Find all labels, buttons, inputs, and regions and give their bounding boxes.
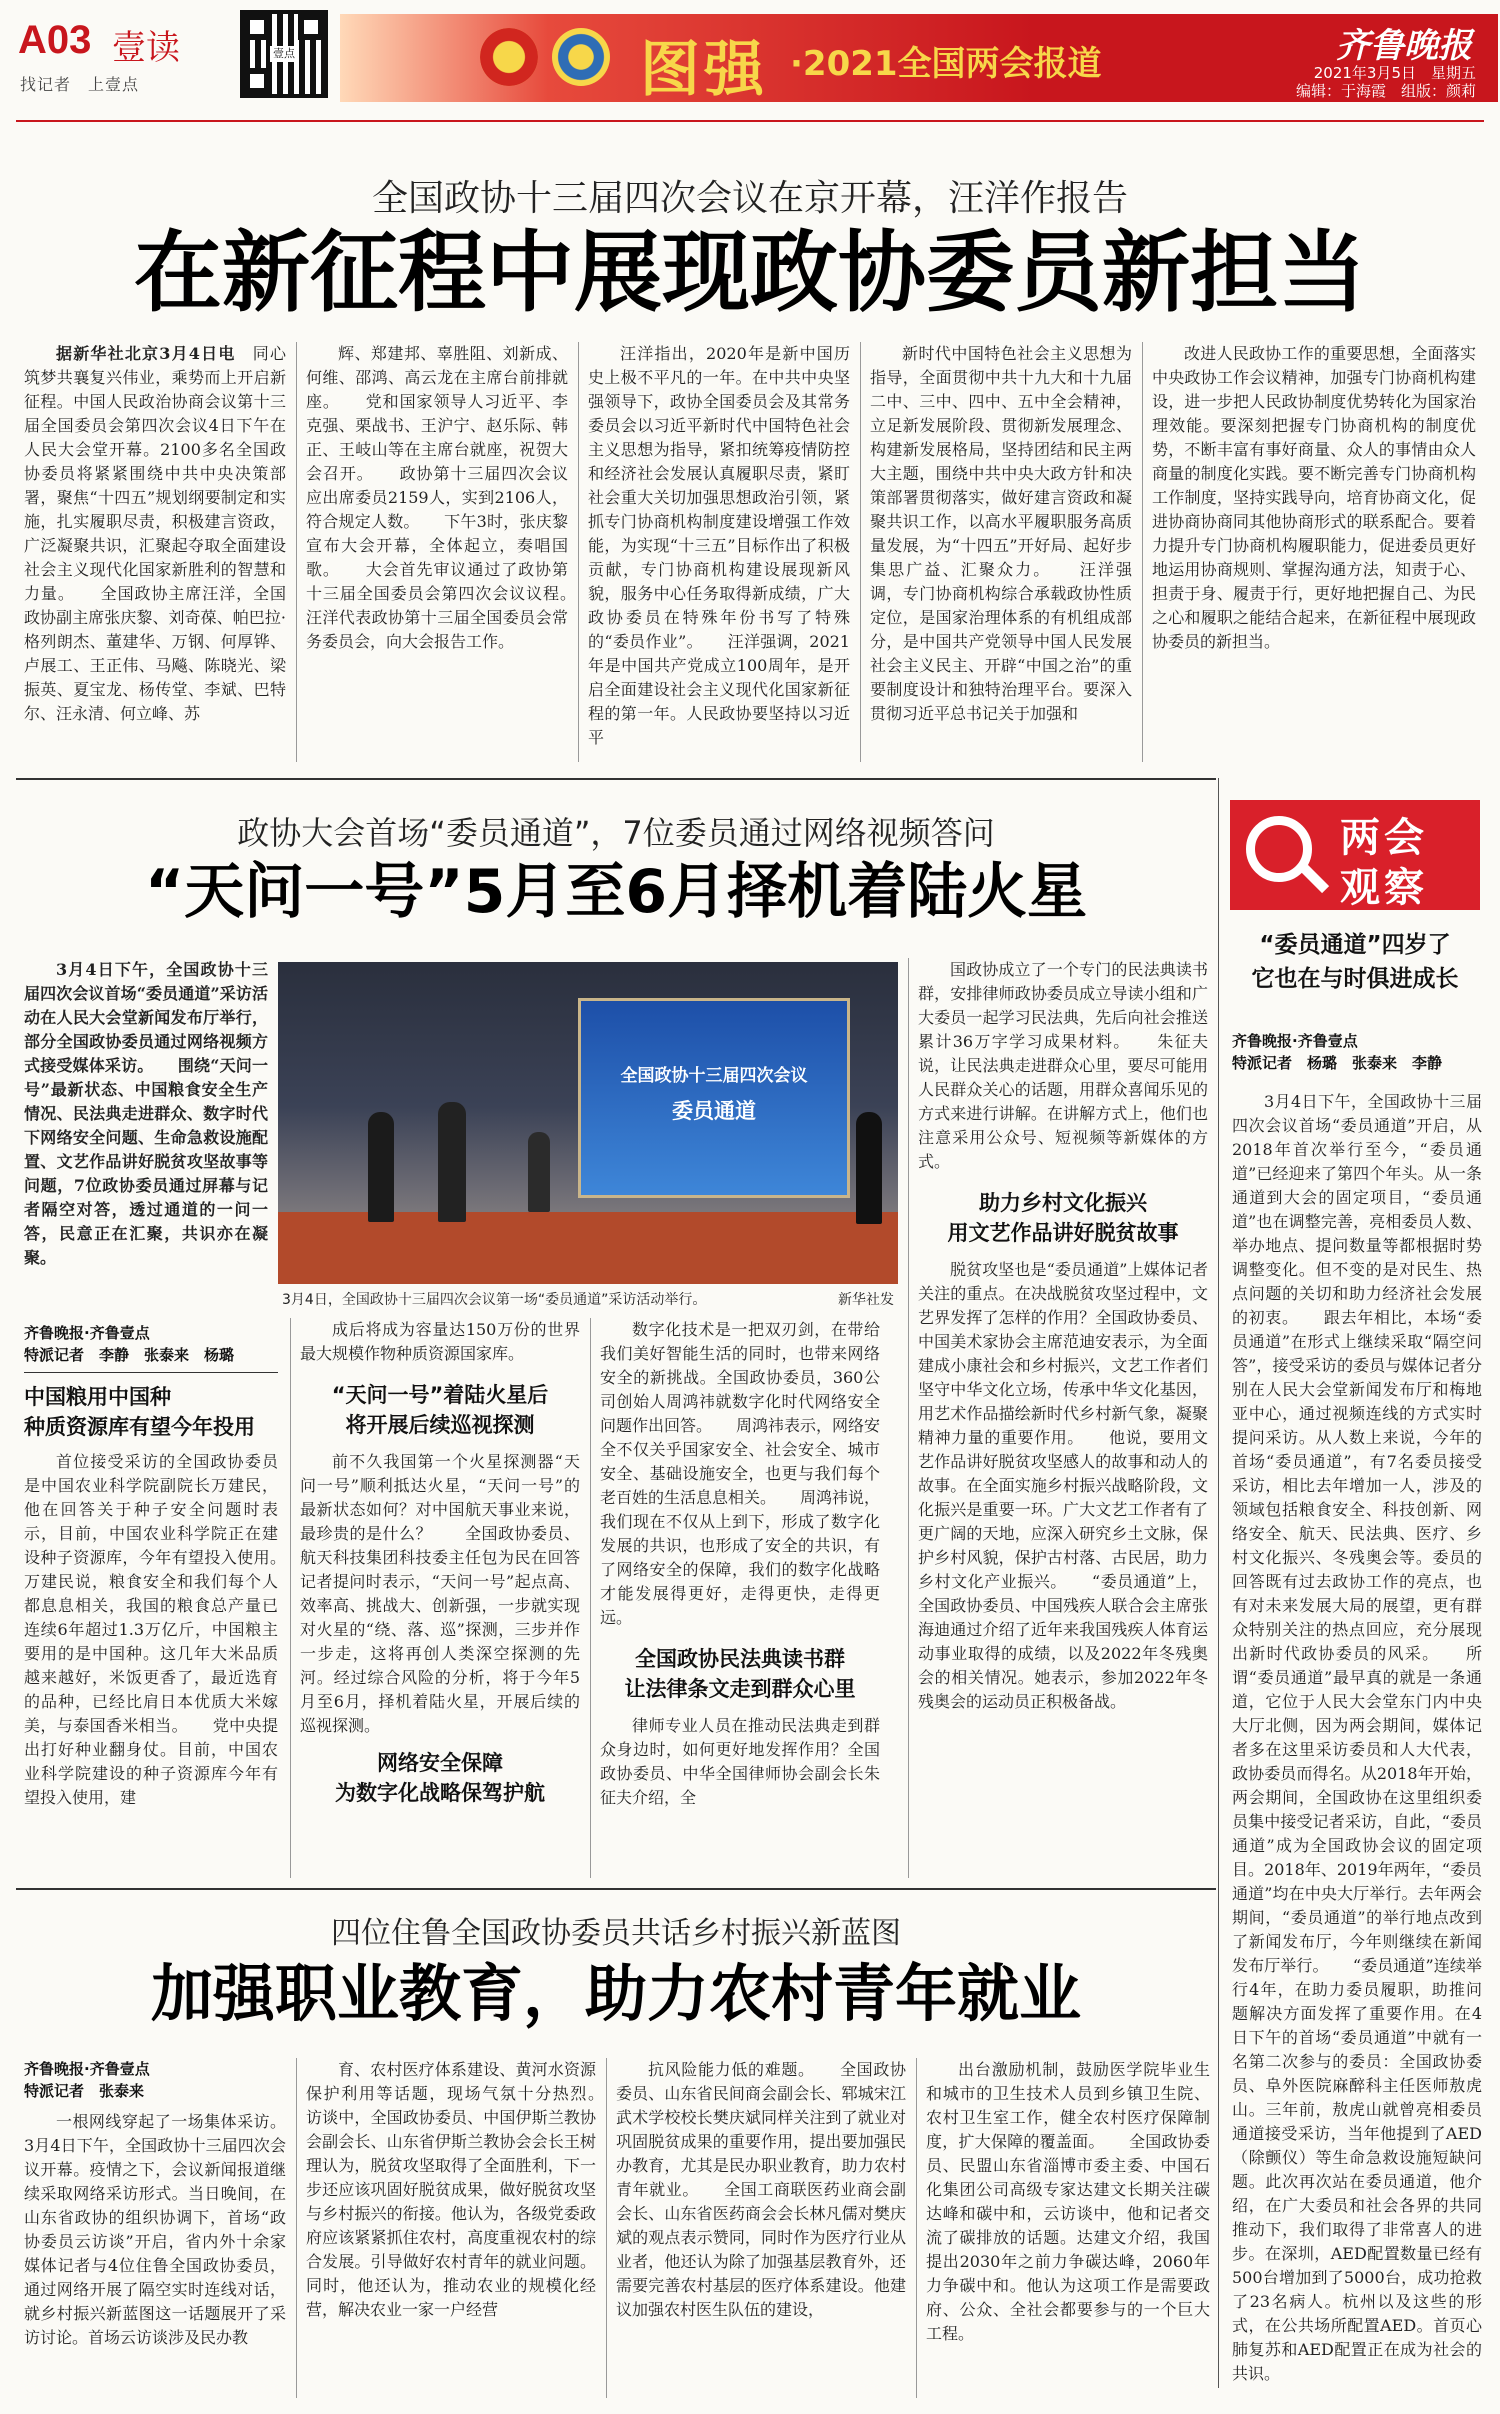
national-emblem-icon bbox=[480, 28, 538, 86]
person-2 bbox=[438, 1102, 466, 1222]
person-4 bbox=[856, 1112, 882, 1224]
story3-column-1: 一根网线穿起了一场集体采访。3月4日下午，全国政协十三届四次会议开幕。疫情之下，会议新闻报道继续采取网络采访形式。当日晚间，在山东省政协的组织协调下，首场“政协委员云访谈”开启，省内外十余家媒体记者与4位住鲁全国政协委员，通过网络开展了隔空实时连线对话，就乡村振兴新蓝图这一话题展开了采访讨论。首场云访谈涉及民办教 bbox=[24, 2112, 286, 2347]
section-name: 壹读 bbox=[112, 28, 180, 68]
page-header bbox=[0, 0, 1500, 118]
qr-code[interactable] bbox=[240, 10, 328, 98]
story3-column-4: 出台激励机制，鼓励医学院毕业生和城市的卫生技术人员到乡镇卫生院、农村卫生室工作，健全农村医疗保障制度，扩大保障的覆盖面。 全国政协委员、民盟山东省淄博市委主委、中国石化集团公司高级专家达建文长期关注碳达峰和碳中和，云访谈中，他和记者交流了碳排放的话题。达建文介绍，我国提出2030年之前力争碳达峰，2060年力争碳中和。他认为这项工作是需要政府、公众、全社会都要参与的一个巨大工程。 bbox=[926, 2060, 1210, 2343]
sidebar-byline: 齐鲁晚报·齐鲁壹点 特派记者 杨璐 张泰来 李静 bbox=[1232, 1032, 1443, 1072]
person-1 bbox=[368, 1112, 394, 1222]
story1-kicker: 全国政协十三届四次会议在京开幕，汪洋作报告 bbox=[371, 178, 1128, 219]
badge-line-2: 观察 bbox=[1340, 865, 1428, 911]
story2-byline: 齐鲁晚报·齐鲁壹点 特派记者 李静 张泰来 杨璐 bbox=[24, 1324, 235, 1364]
story2-column-2: 成后将成为容量达150万份的世界最大规模作物种质资源国家库。 “天问一号”着陆火星后 将开展后续巡视探测 前不久我国第一个火星探测器“天问一号”顺利抵达火星，“天问一号”的最新状态如何？对中国航天事业来说，最珍贵的是什么？ 全国政协委员、航天科技集团科技委主任包为民在回答记者提问时表示，“天问一号”起点高、效率高、挑战大、创新强，一步就实现对火星的“绕、落、巡”探测，三步并作一步走，这将再创人类深空探测的先河。经过综合风险的分析，将于今年5月至6月，择机着陆火星，开展后续的巡视探测。 网络安全保障 为数字化战略保驾护航 bbox=[300, 1318, 580, 1878]
date-line: 2021年3月5日 星期五 bbox=[1313, 64, 1476, 82]
story1-dateline: 据新华社北京3月4日电 bbox=[56, 344, 236, 363]
cppcc-emblem-icon bbox=[552, 28, 610, 86]
story1-column-2: 辉、郑建邦、辜胜阻、刘新成、何维、邵鸿、高云龙在主席台前排就座。 党和国家领导人习近平、李克强、栗战书、王沪宁、赵乐际、韩正、王岐山等在主席台就座，祝贺大会召开。 政协第十三届四次会议应出席委员2159人，实到2106人，符合规定人数。 下午3时，张庆黎宣布大会开幕，全体起立，奏唱国歌。 大会首先审议通过了政协第十三届全国委员会第四次会议议程。 汪洋代表政协第十三届全国委员会常务委员会，向大会报告工作。 bbox=[306, 344, 568, 651]
story1-column-3: 汪洋指出，2020年是新中国历史上极不平凡的一年。在中共中央坚强领导下，政协全国委员会及其常务委员会以习近平新时代中国特色社会主义思想为指导，紧扣统筹疫情防控和经济社会发展认真履职尽责，紧盯社会重大关切加强思想政治引领，紧抓专门协商机构制度建设增强工作效能，为实现“十三五”目标作出了积极贡献，专门协商机构建设展现新风貌，服务中心任务取得新成绩，广大政协委员在特殊年份书写了特殊的“委员作业”。 汪洋强调，2021年是中国共产党成立100周年，是开启全面建设社会主义现代化国家新征程的第一年。人民政协要坚持以习近平 bbox=[588, 344, 850, 747]
screen-line-1: 全国政协十三届四次会议 bbox=[620, 1066, 808, 1086]
story3-column-3: 抗风险能力低的难题。 全国政协委员、山东省民间商会副会长、郓城宋江武术学校校长樊庆斌同样关注到了就业对巩固脱贫成果的重要作用，提出要加强民办教育，尤其是民办职业教育，助力农村青年就业。 全国工商联医药业商会副会长、山东省医药商会会长林凡儒对樊庆斌的观点表示赞同，同时作为医疗行业从业者，他还认为除了加强基层教育外，还需要完善农村基层的医疗体系建设。他建议加强农村医生队伍的建设， bbox=[616, 2060, 906, 2319]
story2-subhead-4: 全国政协民法典读书群 让法律条文走到群众心里 bbox=[624, 1647, 856, 1701]
editor-line: 编辑：于海霞 组版：颜莉 bbox=[1295, 82, 1476, 100]
photo-caption: 3月4日，全国政协十三届四次会议第一场“委员通道”采访活动举行。 新华社发 bbox=[282, 1292, 894, 1308]
photo-credit: 新华社发 bbox=[838, 1292, 894, 1308]
story3-byline: 齐鲁晚报·齐鲁壹点 特派记者 张泰来 bbox=[24, 2060, 150, 2100]
page-code: A03 bbox=[18, 18, 92, 62]
story1-column-5: 改进人民政协工作的重要思想，全面落实中央政协工作会议精神，加强专门协商机构建设，进一步把人民政协制度优势转化为国家治理效能。要深刻把握专门协商机构的制度优势，不断丰富有事好商量、众人的事情由众人商量的制度化实践。要不断完善专门协商机构工作制度，坚持实践导向，培育协商文化，促进协商协商同其他协商形式的联系配合。要着力提升专门协商机构履职能力，促进委员更好地运用协商规则、掌握沟通方法，知责于心、担责于身、履责于行，更好地把握自己、为民之心和履职之能结合起来，在新征程中展现政协委员的新担当。 bbox=[1152, 344, 1476, 651]
story2-kicker: 政协大会首场“委员通道”，7位委员通过网络视频答问 bbox=[237, 814, 995, 852]
story3-headline: 加强职业教育，助力农村青年就业 bbox=[150, 1957, 1081, 2030]
story3-kicker: 四位住鲁全国政协委员共话乡村振兴新蓝图 bbox=[331, 1916, 901, 1951]
story2-column-3: 数字化技术是一把双刃剑，在带给我们美好智能生活的同时，也带来网络安全的新挑战。全国政协委员，360公司创始人周鸿祎就数字化时代网络安全问题作出回答。 周鸿祎表示，网络安全不仅关乎国家安全、社会安全、城市安全、基础设施安全，也更与我们每个老百姓的生活息息相关。 周鸿祎说，我们现在不仅从上到下，形成了数字化发展的共识，也形成了安全的共识，有了网络安全的保障，我们的数字化战略才能发展得更好，走得更快，走得更远。 全国政协民法典读书群 让法律条文走到群众心里 律师专业人员在推动民法典走到群众身边时，如何更好地发挥作用？全国政协委员、中华全国律师协会副会长朱征夫介绍，全 bbox=[600, 1320, 880, 1807]
sidebar-text: 3月4日下午，全国政协十三届四次会议首场“委员通道”开启，从2018年首次举行至今，“委员通道”已经迎来了第四个年头。从一条通道到大会的固定项目，“委员通道”也在调整完善，亮相委员人数、举办地点、提问数量等都根据时势调整变化。但不变的是对民生、热点问题的关切和助力经济社会发展的初衷。 跟去年相比，本场“委员通道”在形式上继续采取“隔空问答”，接受采访的委员与媒体记者分别在人民大会堂新闻发布厅和梅地亚中心，通过视频连线的方式实时提问采访。从人数上来说，今年的首场“委员通道”，有7名委员接受采访，相比去年增加一人，涉及的领域包括粮食安全、科技创新、网络安全、航天、民法典、医疗、乡村文化振兴、冬残奥会等。委员的回答既有过去政协工作的亮点，也有对未来发展大局的展望，更有群众特别关注的热点回应，充分展现出新时代政协委员的风采。 所谓“委员通道”最早真的就是一条通道，它位于人民大会堂东门内中央大厅北侧，因为两会期间，媒体记者多在这里采访委员和人大代表，政协委员而得名。从2018年开始，两会期间，全国政协在这里组织委员集中接受记者采访，自此，“委员通道”成为全国政协会议的固定项目。2018年、2019年两年，“委员通道”均在中央大厅举行。去年两会期间，“委员通道”的举行地点改到了新闻发布厅，今年则继续在新闻发布厅举行。 “委员通道”连续举行4年，在助力委员履职，助推问题解决方面发挥了重要作用。在4日下午的首场“委员通道”中就有一名第二次参与的委员：全国政协委员、阜外医院麻醉科主任医师敖虎山。三年前，敖虎山就曾亮相委员通道接受采访，当年他提到了AED（除颤仪）等生命急救设施短缺问题。此次再次站在委员通道，他介绍，在广大委员和社会各界的共同推动下，我们取得了非常喜人的进步。在深圳，AED配置数量已经有500台增加到了5000台，成功抢救了23名病人。杭州以及这些的形式，在公共场所配置AED。首页心肺复苏和AED配置正在成为社会的共识。 bbox=[1232, 1092, 1482, 2383]
story3-column-2: 育、农村医疗体系建设、黄河水资源保护利用等话题，现场气氛十分热烈。 访谈中，全国政协委员、中国伊斯兰教协会副会长、山东省伊斯兰教协会会长王树理认为，脱贫攻坚取得了全面胜利，下一步还应该巩固好脱贫成果，做好脱贫攻坚与乡村振兴的衔接。他认为，各级党委政府应该紧紧抓住农村，高度重视农村的综合发展。引导做好农村青年的就业问题。同时，他还认为，推动农业的规模化经营，解决农业一家一户经营 bbox=[306, 2060, 596, 2319]
story2-lead: 3月4日下午，全国政协十三届四次会议首场“委员通道”采访活动在人民大会堂新闻发布厅举行，部分全国政协委员通过网络视频方式接受媒体采访。 围绕“天问一号”最新状态、中国粮食安全生产情况、民法典走进群众、数字时代下网络安全问题、生命急救设施配置、文艺作品讲好脱贫攻坚故事等问题，7位政协委员通过屏幕与记者隔空对答，透过通道的一问一答，民意正在汇聚，共识亦在凝聚。 bbox=[24, 960, 268, 1267]
brand-logo: 齐鲁晚报 bbox=[1336, 26, 1472, 66]
sidebar-badge bbox=[1230, 800, 1480, 910]
story2-column-4: 国政协成立了一个专门的民法典读书群，安排律师政协委员成立导读小组和广大委员一起学习民法典，先后向社会推送累计36万字学习成果材料。 朱征夫说，让民法典走进群众心里，要尽可能用人民群众关心的话题，用群众喜闻乐见的方式来进行讲解。在讲解方式上，他们也注意采用公众号、短视频等新媒体的方式。 助力乡村文化振兴 用文艺作品讲好脱贫故事 脱贫攻坚也是“委员通道”上媒体记者关注的重点。在决战脱贫攻坚过程中，文艺界发挥了怎样的作用？全国政协委员、中国美术家协会主席范迪安表示，为全面建成小康社会和乡村振兴，文艺工作者们坚守中华文化立场，传承中华文化基因，用艺术作品描绘新时代乡村新气象，凝聚精神力量的重要作用。 他说，要用文艺作品讲好脱贫攻坚感人的故事和动人的故事。在全面实施乡村振兴战略阶段，文化振兴是重要一环。广大文艺工作者有了更广阔的天地，应深入研究乡土文脉，保护乡村风貌，保护古村落、古民居，助力乡村文化产业振兴。 “委员通道”上，全国政协委员、中国残疾人联合会主席张海迪通过介绍了近年来我国残疾人体育运动事业取得的成绩，以及2022年冬残奥会的相关情况。她表示，参加2022年冬残奥会的运动员正积极备战。 bbox=[918, 960, 1208, 1711]
story1-column-4: 新时代中国特色社会主义思想为指导，全面贯彻中共十九大和十九届二中、三中、四中、五中全会精神，立足新发展阶段、贯彻新发展理念、构建新发展格局，坚持团结和民主两大主题，围绕中共中央大政方针和决策部署贯彻落实，做好建言资政和凝聚共识工作，以高水平履职服务高质量发展，为“十四五”开好局、起好步集思广益、汇聚众力。 汪洋强调，专门协商机构综合承载政协性质定位，是国家治理体系的有机组成部分，是中国共产党领导中国人民发展社会主义民主、开辟“中国之治”的重要制度设计和独特治理平台。要深入贯彻习近平总书记关于加强和 bbox=[870, 344, 1132, 723]
carpet bbox=[278, 1212, 898, 1284]
news-photo bbox=[278, 962, 898, 1284]
banner bbox=[340, 14, 1498, 105]
story2-headline: “天问一号”5月至6月择机着陆火星 bbox=[144, 857, 1088, 927]
badge-line-1: 两会 bbox=[1340, 815, 1428, 861]
sidebar-title: “委员通道”四岁了 它也在与时俱进成长 bbox=[1251, 932, 1459, 992]
story2-subhead-2: “天问一号”着陆火星后 将开展后续巡视探测 bbox=[331, 1383, 549, 1437]
story2-sub1-text: 首位接受采访的全国政协委员是中国农业科学院副院长万建民，他在回答关于种子安全问题时表示，目前，中国农业科学院正在建设种子资源库，今年有望投入使用。 万建民说，粮食安全和我们每个人都息息相关，我国的粮食总产量已连续6年超过1.3万亿斤，中国粮主要用的是中国种。这几年大米品质越来越好，米饭更香了，最近选育的品种，已经比肩日本优质大米嫁美，与泰国香米相当。 党中央提出打好种业翻身仗。目前，中国农业科学院建设的种子资源库今年有望投入使用，建 bbox=[24, 1452, 278, 1807]
story1-column-1: 据新华社北京3月4日电 同心筑梦共襄复兴伟业，乘势而上开启新征程。中国人民政治协商会议第十三届全国委员会第四次会议4日下午在人民大会堂开幕。2100多名全国政协委员将紧紧围绕中共中央决策部署，聚焦“十四五”规划纲要制定和实施，扎实履职尽责，积极建言资政，广泛凝聚共识，汇聚起夺取全面建设社会主义现代化国家新胜利的智慧和力量。 全国政协主席汪洋，全国政协副主席张庆黎、刘奇葆、帕巴拉·格列朗杰、董建华、万钢、何厚铧、卢展工、王正伟、马飚、陈晓光、梁振英、夏宝龙、杨传堂、李斌、巴特尔、汪永清、何立峰、苏 bbox=[24, 344, 286, 723]
story1-headline: 在新征程中展现政协委员新担当 bbox=[133, 221, 1366, 324]
banner-word: 图强 bbox=[640, 35, 768, 105]
screen-line-2: 委员通道 bbox=[672, 1099, 756, 1123]
section-sub: 找记者 上壹点 bbox=[20, 75, 140, 94]
story2-subhead-5: 助力乡村文化振兴 用文艺作品讲好脱贫故事 bbox=[947, 1191, 1179, 1245]
person-3 bbox=[528, 1132, 550, 1212]
qr-caption: 壹点 bbox=[270, 46, 298, 62]
venue-screen bbox=[578, 998, 850, 1198]
story2-subhead-1: 中国粮用中国种 种质资源库有望今年投用 bbox=[24, 1385, 255, 1439]
story2-subhead-3: 网络安全保障 为数字化战略保驾护航 bbox=[335, 1751, 545, 1805]
banner-title: ·2021全国两会报道 bbox=[790, 44, 1102, 84]
